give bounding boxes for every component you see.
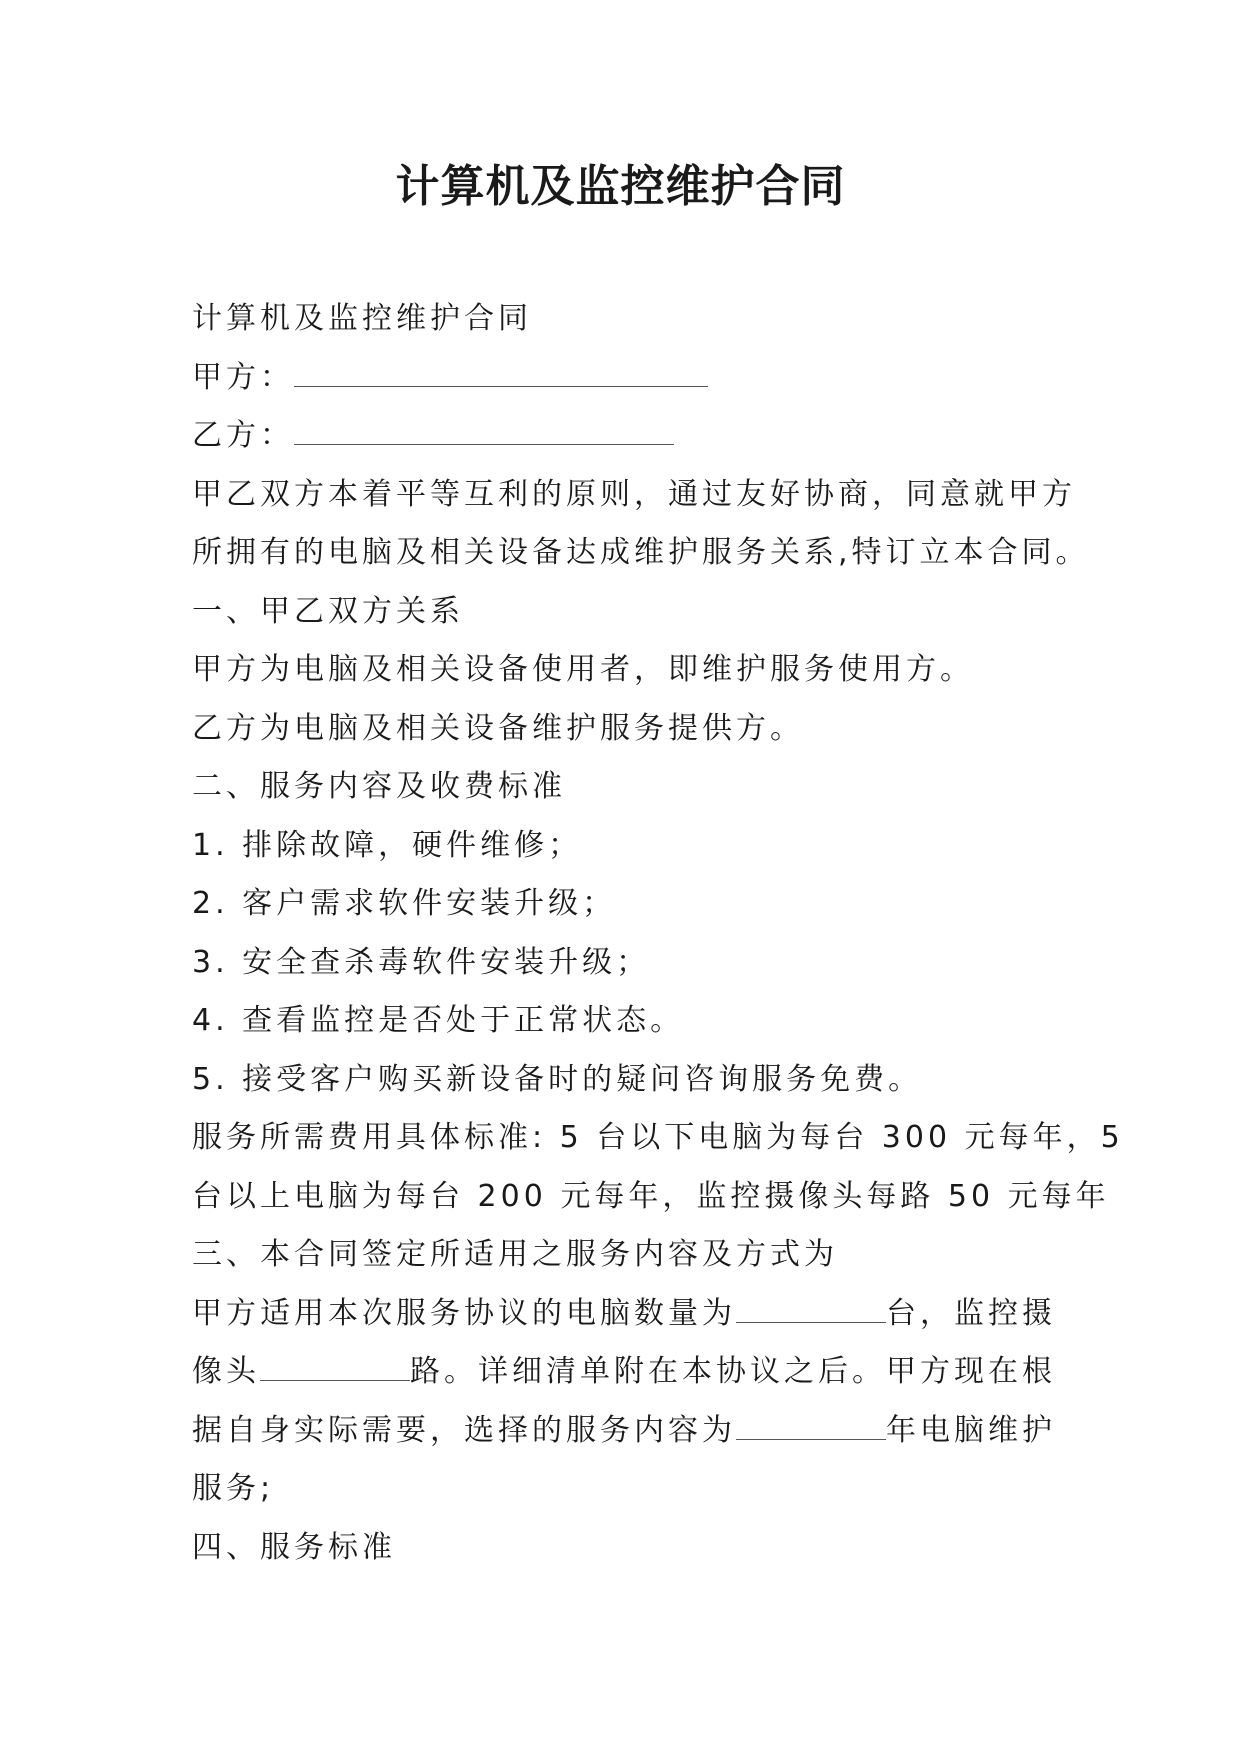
document-title: 计算机及监控维护合同 — [395, 161, 846, 212]
party-a-blank — [294, 356, 708, 387]
party-a-label: 甲方： — [192, 359, 294, 395]
section-3-paragraph-line-4: 服务; — [192, 1471, 275, 1506]
intro-line-1: 甲乙双方本着平等互利的原则，通过友好协商，同意就甲方 — [192, 476, 1076, 512]
computer-count-text: 甲方适用本次服务协议的电脑数量为 — [192, 1295, 736, 1331]
camera-label-text: 像头 — [192, 1354, 260, 1389]
section-1-line-1: 甲方为电脑及相关设备使用者，即维护服务使用方。 — [192, 652, 974, 687]
section-3-paragraph-line-1 — [192, 1285, 1072, 1344]
camera-count-blank — [260, 1350, 410, 1381]
section-1-heading: 一、甲乙双方关系 — [192, 593, 464, 629]
party-a-line — [192, 349, 1072, 408]
section-2-heading: 二、服务内容及收费标准 — [192, 769, 566, 804]
service-item-3: 3. 安全查杀毒软件安装升级； — [192, 944, 651, 980]
section-3-paragraph-line-2 — [192, 1343, 1072, 1402]
service-choice-text: 据自身实际需要，选择的服务内容为 — [192, 1412, 736, 1448]
section-3-heading: 三、本合同签定所适用之服务内容及方式为 — [192, 1237, 838, 1272]
section-1-line-2: 乙方为电脑及相关设备维护服务提供方。 — [192, 710, 804, 746]
document-subtitle: 计算机及监控维护合同 — [192, 301, 532, 336]
service-item-1: 1. 排除故障，硬件维修； — [192, 827, 583, 863]
list-attached-text: 路。详细清单附在本协议之后。甲方现在根 — [410, 1354, 1056, 1389]
camera-text: 台，监控摄 — [886, 1295, 1056, 1331]
computer-count-blank — [736, 1292, 886, 1323]
service-item-2: 2. 客户需求软件安装升级； — [192, 886, 617, 921]
maintenance-text: 年电脑维护 — [886, 1412, 1056, 1448]
party-b-label: 乙方： — [192, 418, 294, 453]
document-body — [192, 290, 1124, 1577]
party-b-blank — [294, 414, 674, 445]
fee-line-1: 服务所需费用具体标准: 5 台以下电脑为每台 300 元每年，5 — [192, 1120, 1124, 1155]
section-3-paragraph-line-3 — [192, 1402, 1072, 1461]
party-b-line — [192, 407, 1072, 466]
intro-line-2: 所拥有的电脑及相关设备达成维护服务关系,特订立本合同。 — [192, 535, 1090, 570]
fee-line-2: 台以上电脑为每台 200 元每年，监控摄像头每路 50 元每年 — [192, 1178, 1110, 1214]
service-item-4: 4. 查看监控是否处于正常状态。 — [192, 1003, 685, 1038]
section-4-heading: 四、服务标准 — [192, 1529, 396, 1565]
service-item-5: 5. 接受客户购买新设备时的疑问咨询服务免费。 — [192, 1061, 923, 1097]
service-years-blank — [736, 1409, 886, 1440]
